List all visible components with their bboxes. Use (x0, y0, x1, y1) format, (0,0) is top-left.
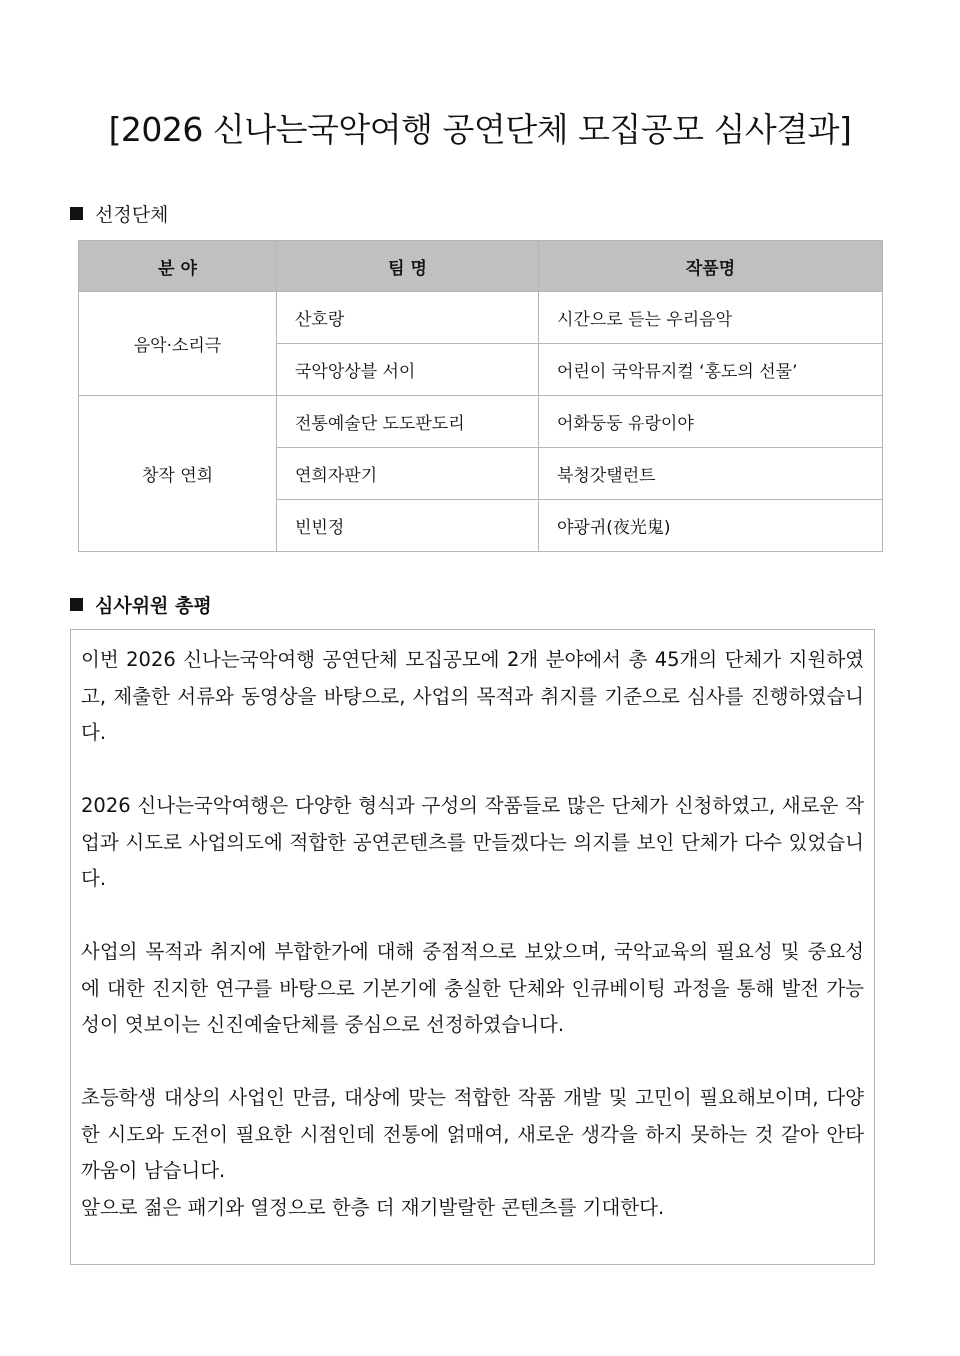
section-heading-label: 선정단체 (95, 204, 169, 226)
review-paragraph: 초등학생 대상의 사업인 만큼, 대상에 맞는 적합한 작품 개발 및 고민이 필요해보이며, 다양한 시도와 도전이 필요한 시점인데 전통에 얽매여, 새로운 생각을 하지 못하는 것 같아 안타까움이 남습니다. (81, 1086, 864, 1182)
work-cell: 북청갓탤런트 (539, 448, 883, 500)
table-row (79, 396, 883, 448)
table-row (79, 292, 883, 344)
page-title: [2026 신나는국악여행 공연단체 모집공모 심사결과] (108, 110, 852, 150)
work-cell: 야광귀(夜光鬼) (539, 500, 883, 552)
team-cell: 연희자판기 (277, 448, 539, 500)
category-cell: 음악·소리극 (79, 292, 277, 396)
section-heading-label: 심사위원 총평 (95, 595, 212, 617)
review-box (70, 629, 875, 1265)
team-cell: 전통예술단 도도판도리 (277, 396, 539, 448)
team-cell: 산호랑 (277, 292, 539, 344)
square-bullet-icon (70, 207, 83, 220)
selected-groups-table (78, 240, 883, 552)
team-cell: 빈빈정 (277, 500, 539, 552)
work-cell: 어화둥둥 유랑이야 (539, 396, 883, 448)
review-paragraph: 이번 2026 신나는국악여행 공연단체 모집공모에 2개 분야에서 총 45개의 단체가 지원하였고, 제출한 서류와 동영상을 바탕으로, 사업의 목적과 취지를 기준으로 심사를 진행하였습니다. (81, 648, 864, 744)
section-heading-review (70, 591, 212, 618)
review-paragraph: 2026 신나는국악여행은 다양한 형식과 구성의 작품들로 많은 단체가 신청하였고, 새로운 작업과 시도로 사업의도에 적합한 공연콘텐츠를 만들겠다는 의지를 보인 단체가 다수 있었습니다. (81, 794, 864, 890)
work-cell: 시간으로 듣는 우리음악 (539, 292, 883, 344)
column-header-team: 팀 명 (277, 241, 539, 292)
column-header-work: 작품명 (539, 241, 883, 292)
table-header-row (79, 241, 883, 292)
review-paragraph: 앞으로 젊은 패기와 열정으로 한층 더 재기발랄한 콘텐츠를 기대한다. (81, 1195, 665, 1219)
section-heading-selected (70, 200, 168, 227)
work-cell: 어린이 국악뮤지컬 ‘홍도의 선물’ (539, 344, 883, 396)
team-cell: 국악앙상블 서이 (277, 344, 539, 396)
square-bullet-icon (70, 598, 83, 611)
review-paragraph: 사업의 목적과 취지에 부합한가에 대해 중점적으로 보았으며, 국악교육의 필요성 및 중요성에 대한 진지한 연구를 바탕으로 기본기에 충실한 단체와 인큐베이팅 과정을 통해 발전 가능성이 엿보이는 신진예술단체를 중심으로 선정하였습니다. (81, 940, 864, 1036)
column-header-category: 분 야 (79, 241, 277, 292)
category-cell: 창작 연희 (79, 396, 277, 552)
